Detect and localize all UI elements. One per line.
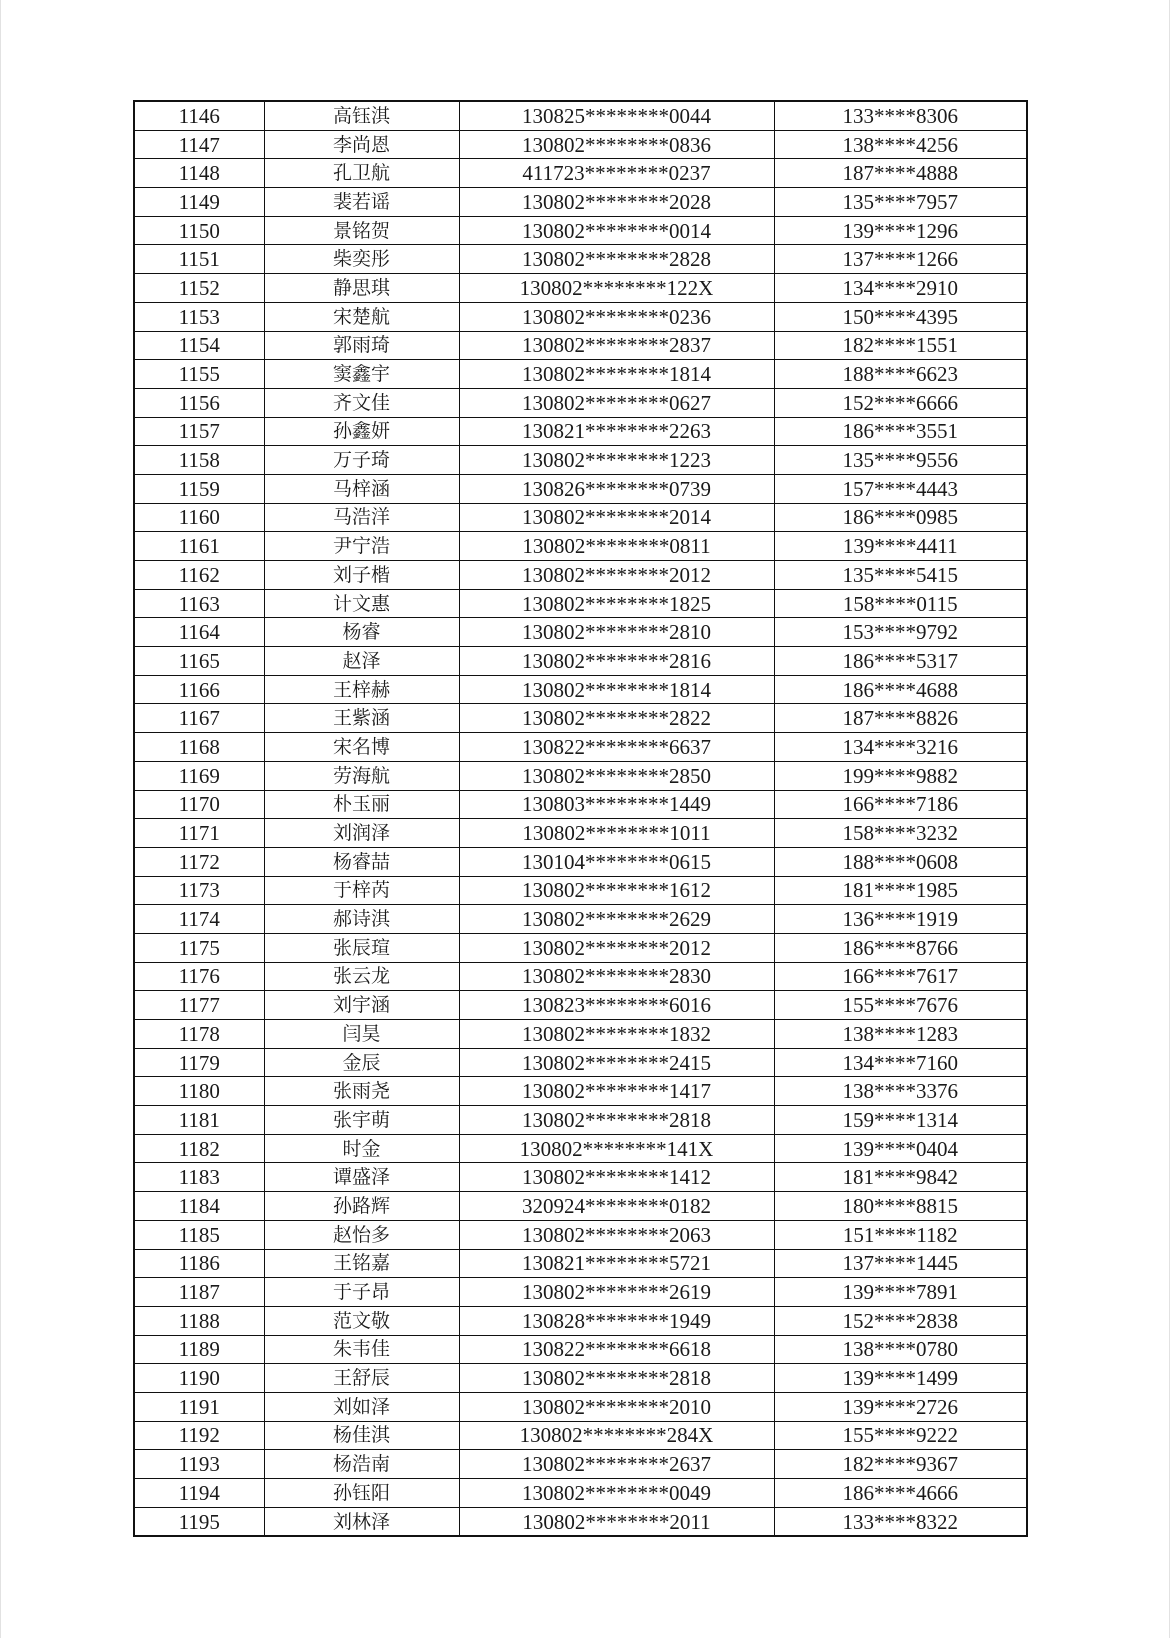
student-name-cell: 宋名博 bbox=[264, 733, 459, 762]
id-number-cell: 130802********2012 bbox=[459, 561, 774, 590]
id-number-cell: 130802********2012 bbox=[459, 933, 774, 962]
phone-number-cell: 151****1182 bbox=[774, 1220, 1027, 1249]
table-row bbox=[134, 1450, 1027, 1479]
table-row bbox=[134, 819, 1027, 848]
roster-body bbox=[134, 101, 1027, 1536]
row-number-cell: 1189 bbox=[134, 1335, 264, 1364]
student-name-cell: 王梓赫 bbox=[264, 675, 459, 704]
student-name-cell: 张雨尧 bbox=[264, 1077, 459, 1106]
table-row bbox=[134, 1163, 1027, 1192]
id-number-cell: 130802********2828 bbox=[459, 245, 774, 274]
phone-number-cell: 155****7676 bbox=[774, 991, 1027, 1020]
id-number-cell: 130802********1814 bbox=[459, 360, 774, 389]
id-number-cell: 130802********2818 bbox=[459, 1364, 774, 1393]
phone-number-cell: 188****6623 bbox=[774, 360, 1027, 389]
table-row bbox=[134, 1020, 1027, 1049]
phone-number-cell: 139****2726 bbox=[774, 1392, 1027, 1421]
id-number-cell: 130803********1449 bbox=[459, 790, 774, 819]
phone-number-cell: 135****7957 bbox=[774, 188, 1027, 217]
row-number-cell: 1155 bbox=[134, 360, 264, 389]
id-number-cell: 130825********0044 bbox=[459, 101, 774, 130]
table-row bbox=[134, 761, 1027, 790]
student-name-cell: 宋楚航 bbox=[264, 302, 459, 331]
id-number-cell: 130802********2822 bbox=[459, 704, 774, 733]
row-number-cell: 1156 bbox=[134, 388, 264, 417]
table-row bbox=[134, 647, 1027, 676]
phone-number-cell: 181****1985 bbox=[774, 876, 1027, 905]
student-name-cell: 于梓芮 bbox=[264, 876, 459, 905]
student-name-cell: 齐文佳 bbox=[264, 388, 459, 417]
student-name-cell: 张云龙 bbox=[264, 962, 459, 991]
student-name-cell: 孙鑫妍 bbox=[264, 417, 459, 446]
row-number-cell: 1193 bbox=[134, 1450, 264, 1479]
table-row bbox=[134, 933, 1027, 962]
student-name-cell: 杨佳淇 bbox=[264, 1421, 459, 1450]
student-name-cell: 尹宁浩 bbox=[264, 532, 459, 561]
table-row bbox=[134, 274, 1027, 303]
phone-number-cell: 136****1919 bbox=[774, 905, 1027, 934]
row-number-cell: 1174 bbox=[134, 905, 264, 934]
table-row bbox=[134, 876, 1027, 905]
student-name-cell: 杨浩南 bbox=[264, 1450, 459, 1479]
student-name-cell: 孙钰阳 bbox=[264, 1479, 459, 1508]
row-number-cell: 1153 bbox=[134, 302, 264, 331]
id-number-cell: 130802********2830 bbox=[459, 962, 774, 991]
phone-number-cell: 158****3232 bbox=[774, 819, 1027, 848]
row-number-cell: 1175 bbox=[134, 933, 264, 962]
student-name-cell: 刘子楷 bbox=[264, 561, 459, 590]
table-row bbox=[134, 446, 1027, 475]
roster-table bbox=[133, 100, 1028, 1537]
phone-number-cell: 139****1499 bbox=[774, 1364, 1027, 1393]
id-number-cell: 130802********0811 bbox=[459, 532, 774, 561]
phone-number-cell: 180****8815 bbox=[774, 1192, 1027, 1221]
id-number-cell: 130802********122X bbox=[459, 274, 774, 303]
phone-number-cell: 181****9842 bbox=[774, 1163, 1027, 1192]
student-name-cell: 静思琪 bbox=[264, 274, 459, 303]
id-number-cell: 130104********0615 bbox=[459, 847, 774, 876]
row-number-cell: 1187 bbox=[134, 1278, 264, 1307]
page-edge-left bbox=[0, 0, 1, 1638]
row-number-cell: 1195 bbox=[134, 1507, 264, 1536]
id-number-cell: 130802********2629 bbox=[459, 905, 774, 934]
row-number-cell: 1165 bbox=[134, 647, 264, 676]
row-number-cell: 1186 bbox=[134, 1249, 264, 1278]
id-number-cell: 130802********2850 bbox=[459, 761, 774, 790]
phone-number-cell: 187****4888 bbox=[774, 159, 1027, 188]
table-row bbox=[134, 589, 1027, 618]
phone-number-cell: 134****2910 bbox=[774, 274, 1027, 303]
table-row bbox=[134, 1106, 1027, 1135]
id-number-cell: 130821********2263 bbox=[459, 417, 774, 446]
table-row bbox=[134, 1249, 1027, 1278]
phone-number-cell: 137****1445 bbox=[774, 1249, 1027, 1278]
phone-number-cell: 133****8322 bbox=[774, 1507, 1027, 1536]
id-number-cell: 130802********0049 bbox=[459, 1479, 774, 1508]
row-number-cell: 1162 bbox=[134, 561, 264, 590]
id-number-cell: 130802********2028 bbox=[459, 188, 774, 217]
id-number-cell: 130802********1223 bbox=[459, 446, 774, 475]
table-row bbox=[134, 991, 1027, 1020]
student-name-cell: 裴若谣 bbox=[264, 188, 459, 217]
row-number-cell: 1166 bbox=[134, 675, 264, 704]
row-number-cell: 1179 bbox=[134, 1048, 264, 1077]
phone-number-cell: 159****1314 bbox=[774, 1106, 1027, 1135]
student-name-cell: 高钰淇 bbox=[264, 101, 459, 130]
student-name-cell: 王紫涵 bbox=[264, 704, 459, 733]
student-name-cell: 张辰瑄 bbox=[264, 933, 459, 962]
student-name-cell: 景铭贺 bbox=[264, 216, 459, 245]
row-number-cell: 1192 bbox=[134, 1421, 264, 1450]
table-row bbox=[134, 1507, 1027, 1536]
student-name-cell: 计文惠 bbox=[264, 589, 459, 618]
phone-number-cell: 186****5317 bbox=[774, 647, 1027, 676]
phone-number-cell: 135****5415 bbox=[774, 561, 1027, 590]
student-name-cell: 刘润泽 bbox=[264, 819, 459, 848]
table-row bbox=[134, 1421, 1027, 1450]
table-row bbox=[134, 733, 1027, 762]
phone-number-cell: 166****7186 bbox=[774, 790, 1027, 819]
phone-number-cell: 158****0115 bbox=[774, 589, 1027, 618]
id-number-cell: 130823********6016 bbox=[459, 991, 774, 1020]
student-name-cell: 赵怡多 bbox=[264, 1220, 459, 1249]
student-name-cell: 郝诗淇 bbox=[264, 905, 459, 934]
id-number-cell: 130828********1949 bbox=[459, 1306, 774, 1335]
phone-number-cell: 199****9882 bbox=[774, 761, 1027, 790]
table-row bbox=[134, 1392, 1027, 1421]
student-name-cell: 窦鑫宇 bbox=[264, 360, 459, 389]
row-number-cell: 1152 bbox=[134, 274, 264, 303]
row-number-cell: 1151 bbox=[134, 245, 264, 274]
table-row bbox=[134, 245, 1027, 274]
id-number-cell: 130802********2063 bbox=[459, 1220, 774, 1249]
row-number-cell: 1184 bbox=[134, 1192, 264, 1221]
phone-number-cell: 188****0608 bbox=[774, 847, 1027, 876]
student-name-cell: 金辰 bbox=[264, 1048, 459, 1077]
phone-number-cell: 135****9556 bbox=[774, 446, 1027, 475]
table-row bbox=[134, 847, 1027, 876]
id-number-cell: 411723********0237 bbox=[459, 159, 774, 188]
row-number-cell: 1177 bbox=[134, 991, 264, 1020]
row-number-cell: 1154 bbox=[134, 331, 264, 360]
table-row bbox=[134, 503, 1027, 532]
student-name-cell: 孙路辉 bbox=[264, 1192, 459, 1221]
phone-number-cell: 134****7160 bbox=[774, 1048, 1027, 1077]
table-row bbox=[134, 1134, 1027, 1163]
student-name-cell: 刘林泽 bbox=[264, 1507, 459, 1536]
table-row bbox=[134, 360, 1027, 389]
id-number-cell: 130802********2014 bbox=[459, 503, 774, 532]
phone-number-cell: 137****1266 bbox=[774, 245, 1027, 274]
row-number-cell: 1194 bbox=[134, 1479, 264, 1508]
row-number-cell: 1159 bbox=[134, 474, 264, 503]
row-number-cell: 1170 bbox=[134, 790, 264, 819]
student-name-cell: 闫昊 bbox=[264, 1020, 459, 1049]
table-row bbox=[134, 962, 1027, 991]
table-row bbox=[134, 1479, 1027, 1508]
id-number-cell: 130802********2010 bbox=[459, 1392, 774, 1421]
phone-number-cell: 133****8306 bbox=[774, 101, 1027, 130]
phone-number-cell: 182****9367 bbox=[774, 1450, 1027, 1479]
student-name-cell: 于子昂 bbox=[264, 1278, 459, 1307]
row-number-cell: 1148 bbox=[134, 159, 264, 188]
id-number-cell: 130802********1825 bbox=[459, 589, 774, 618]
id-number-cell: 130802********1011 bbox=[459, 819, 774, 848]
table-row bbox=[134, 561, 1027, 590]
student-name-cell: 刘如泽 bbox=[264, 1392, 459, 1421]
student-name-cell: 朴玉丽 bbox=[264, 790, 459, 819]
id-number-cell: 130802********284X bbox=[459, 1421, 774, 1450]
row-number-cell: 1176 bbox=[134, 962, 264, 991]
phone-number-cell: 139****7891 bbox=[774, 1278, 1027, 1307]
table-row bbox=[134, 1192, 1027, 1221]
phone-number-cell: 155****9222 bbox=[774, 1421, 1027, 1450]
table-row bbox=[134, 331, 1027, 360]
student-name-cell: 孔卫航 bbox=[264, 159, 459, 188]
phone-number-cell: 152****6666 bbox=[774, 388, 1027, 417]
student-name-cell: 刘宇涵 bbox=[264, 991, 459, 1020]
row-number-cell: 1183 bbox=[134, 1163, 264, 1192]
row-number-cell: 1172 bbox=[134, 847, 264, 876]
phone-number-cell: 139****1296 bbox=[774, 216, 1027, 245]
student-name-cell: 马浩洋 bbox=[264, 503, 459, 532]
row-number-cell: 1157 bbox=[134, 417, 264, 446]
row-number-cell: 1161 bbox=[134, 532, 264, 561]
phone-number-cell: 138****4256 bbox=[774, 130, 1027, 159]
student-name-cell: 李尚恩 bbox=[264, 130, 459, 159]
id-number-cell: 130802********1412 bbox=[459, 1163, 774, 1192]
phone-number-cell: 152****2838 bbox=[774, 1306, 1027, 1335]
phone-number-cell: 186****3551 bbox=[774, 417, 1027, 446]
table-row bbox=[134, 1077, 1027, 1106]
table-row bbox=[134, 1335, 1027, 1364]
id-number-cell: 130802********0014 bbox=[459, 216, 774, 245]
phone-number-cell: 166****7617 bbox=[774, 962, 1027, 991]
table-row bbox=[134, 1278, 1027, 1307]
id-number-cell: 130802********2837 bbox=[459, 331, 774, 360]
table-row bbox=[134, 188, 1027, 217]
table-row bbox=[134, 532, 1027, 561]
id-number-cell: 130802********1612 bbox=[459, 876, 774, 905]
table-row bbox=[134, 130, 1027, 159]
row-number-cell: 1147 bbox=[134, 130, 264, 159]
student-name-cell: 柴奕彤 bbox=[264, 245, 459, 274]
table-row bbox=[134, 675, 1027, 704]
row-number-cell: 1185 bbox=[134, 1220, 264, 1249]
table-row bbox=[134, 1220, 1027, 1249]
phone-number-cell: 138****1283 bbox=[774, 1020, 1027, 1049]
phone-number-cell: 157****4443 bbox=[774, 474, 1027, 503]
student-name-cell: 时金 bbox=[264, 1134, 459, 1163]
phone-number-cell: 186****4666 bbox=[774, 1479, 1027, 1508]
row-number-cell: 1169 bbox=[134, 761, 264, 790]
id-number-cell: 130802********1417 bbox=[459, 1077, 774, 1106]
id-number-cell: 130802********141X bbox=[459, 1134, 774, 1163]
table-row bbox=[134, 474, 1027, 503]
table-row bbox=[134, 216, 1027, 245]
row-number-cell: 1188 bbox=[134, 1306, 264, 1335]
row-number-cell: 1182 bbox=[134, 1134, 264, 1163]
id-number-cell: 130822********6637 bbox=[459, 733, 774, 762]
phone-number-cell: 186****8766 bbox=[774, 933, 1027, 962]
phone-number-cell: 182****1551 bbox=[774, 331, 1027, 360]
phone-number-cell: 150****4395 bbox=[774, 302, 1027, 331]
table-row bbox=[134, 1306, 1027, 1335]
id-number-cell: 130802********0627 bbox=[459, 388, 774, 417]
table-row bbox=[134, 618, 1027, 647]
id-number-cell: 130802********2818 bbox=[459, 1106, 774, 1135]
id-number-cell: 130802********2810 bbox=[459, 618, 774, 647]
row-number-cell: 1190 bbox=[134, 1364, 264, 1393]
table-row bbox=[134, 302, 1027, 331]
phone-number-cell: 153****9792 bbox=[774, 618, 1027, 647]
id-number-cell: 130802********0836 bbox=[459, 130, 774, 159]
row-number-cell: 1158 bbox=[134, 446, 264, 475]
row-number-cell: 1168 bbox=[134, 733, 264, 762]
row-number-cell: 1164 bbox=[134, 618, 264, 647]
student-name-cell: 赵泽 bbox=[264, 647, 459, 676]
student-name-cell: 朱韦佳 bbox=[264, 1335, 459, 1364]
table-row bbox=[134, 790, 1027, 819]
phone-number-cell: 187****8826 bbox=[774, 704, 1027, 733]
id-number-cell: 130802********2637 bbox=[459, 1450, 774, 1479]
table-row bbox=[134, 905, 1027, 934]
id-number-cell: 130826********0739 bbox=[459, 474, 774, 503]
student-name-cell: 马梓涵 bbox=[264, 474, 459, 503]
row-number-cell: 1181 bbox=[134, 1106, 264, 1135]
table-row bbox=[134, 388, 1027, 417]
id-number-cell: 130802********1832 bbox=[459, 1020, 774, 1049]
id-number-cell: 130821********5721 bbox=[459, 1249, 774, 1278]
id-number-cell: 320924********0182 bbox=[459, 1192, 774, 1221]
phone-number-cell: 139****0404 bbox=[774, 1134, 1027, 1163]
student-name-cell: 杨睿喆 bbox=[264, 847, 459, 876]
phone-number-cell: 138****0780 bbox=[774, 1335, 1027, 1364]
phone-number-cell: 138****3376 bbox=[774, 1077, 1027, 1106]
row-number-cell: 1173 bbox=[134, 876, 264, 905]
row-number-cell: 1146 bbox=[134, 101, 264, 130]
row-number-cell: 1150 bbox=[134, 216, 264, 245]
id-number-cell: 130802********1814 bbox=[459, 675, 774, 704]
id-number-cell: 130802********2415 bbox=[459, 1048, 774, 1077]
table-row bbox=[134, 1364, 1027, 1393]
row-number-cell: 1191 bbox=[134, 1392, 264, 1421]
phone-number-cell: 139****4411 bbox=[774, 532, 1027, 561]
table-row bbox=[134, 704, 1027, 733]
student-name-cell: 万子琦 bbox=[264, 446, 459, 475]
student-name-cell: 范文敬 bbox=[264, 1306, 459, 1335]
row-number-cell: 1160 bbox=[134, 503, 264, 532]
student-name-cell: 张宇萌 bbox=[264, 1106, 459, 1135]
table-row bbox=[134, 1048, 1027, 1077]
id-number-cell: 130802********2816 bbox=[459, 647, 774, 676]
table-row bbox=[134, 417, 1027, 446]
table-row bbox=[134, 159, 1027, 188]
student-name-cell: 郭雨琦 bbox=[264, 331, 459, 360]
id-number-cell: 130802********0236 bbox=[459, 302, 774, 331]
student-name-cell: 王铭嘉 bbox=[264, 1249, 459, 1278]
student-name-cell: 劳海航 bbox=[264, 761, 459, 790]
phone-number-cell: 186****0985 bbox=[774, 503, 1027, 532]
id-number-cell: 130822********6618 bbox=[459, 1335, 774, 1364]
phone-number-cell: 186****4688 bbox=[774, 675, 1027, 704]
row-number-cell: 1171 bbox=[134, 819, 264, 848]
row-number-cell: 1180 bbox=[134, 1077, 264, 1106]
student-name-cell: 王舒辰 bbox=[264, 1364, 459, 1393]
phone-number-cell: 134****3216 bbox=[774, 733, 1027, 762]
student-name-cell: 谭盛泽 bbox=[264, 1163, 459, 1192]
table-row bbox=[134, 101, 1027, 130]
id-number-cell: 130802********2011 bbox=[459, 1507, 774, 1536]
row-number-cell: 1167 bbox=[134, 704, 264, 733]
row-number-cell: 1149 bbox=[134, 188, 264, 217]
row-number-cell: 1163 bbox=[134, 589, 264, 618]
student-name-cell: 杨睿 bbox=[264, 618, 459, 647]
row-number-cell: 1178 bbox=[134, 1020, 264, 1049]
id-number-cell: 130802********2619 bbox=[459, 1278, 774, 1307]
